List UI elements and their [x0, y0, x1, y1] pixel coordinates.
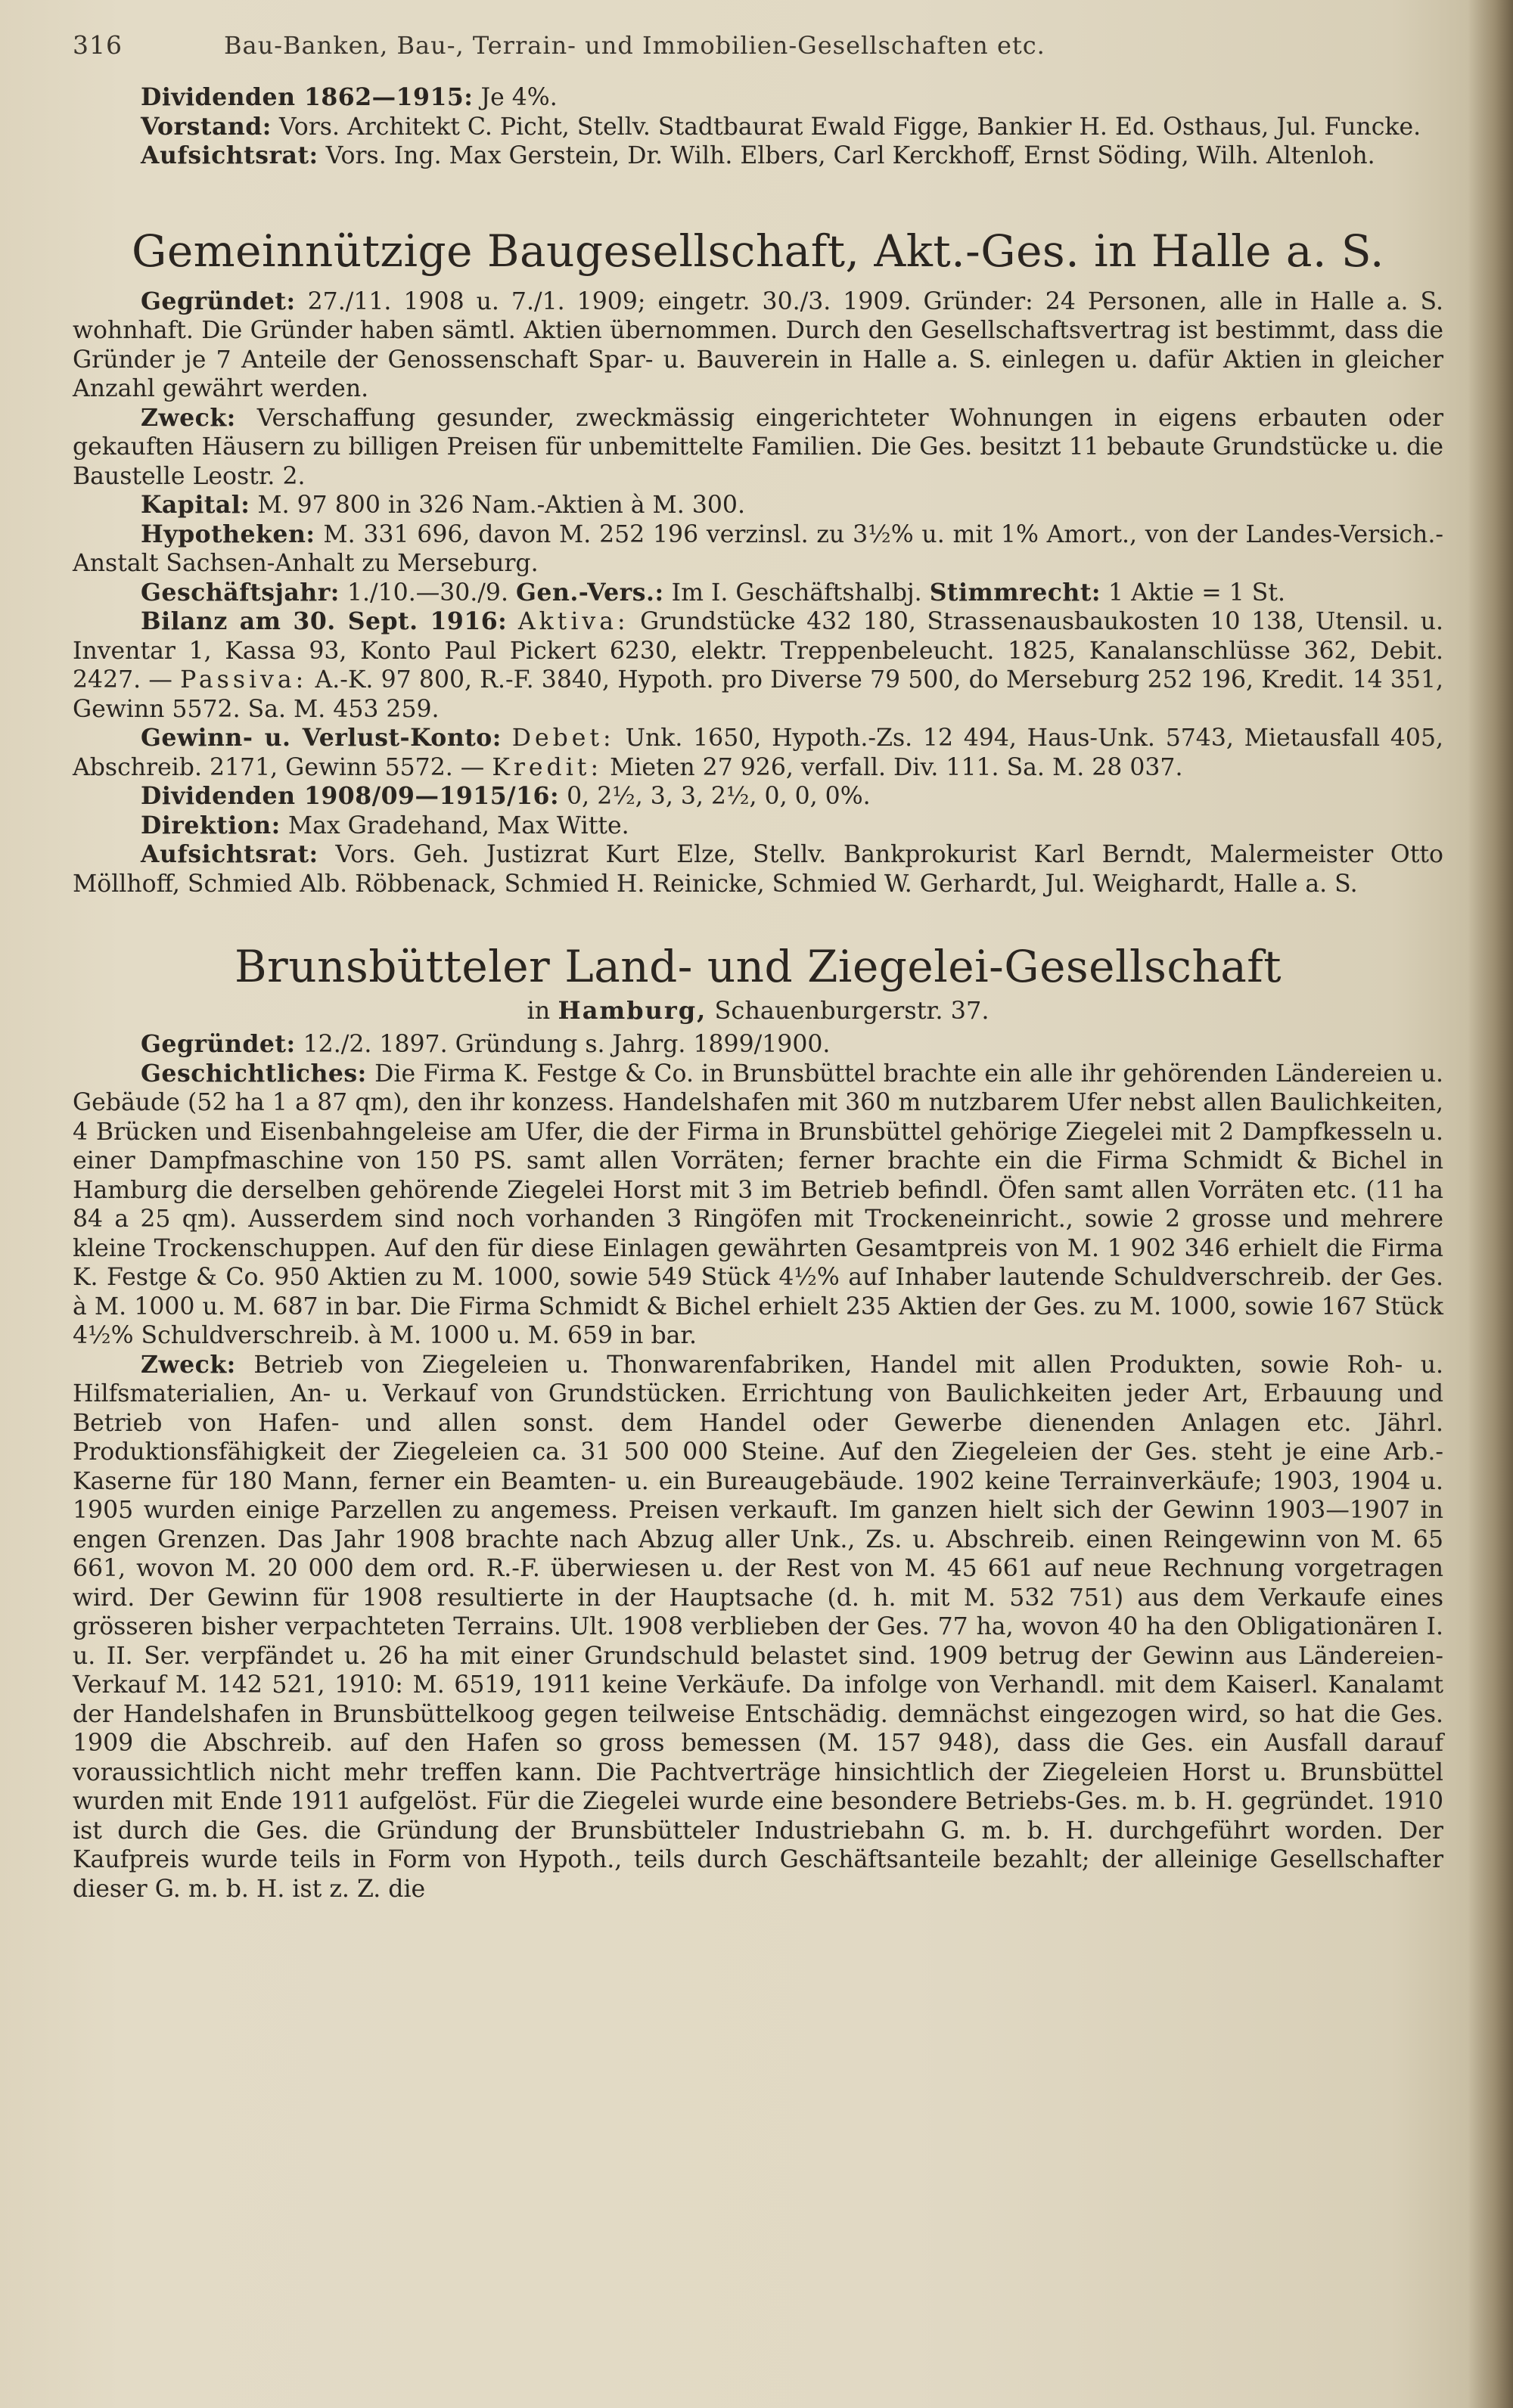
label-zweck: Zweck:: [141, 1350, 236, 1379]
label-gegruendet: Gegründet:: [141, 287, 296, 315]
label-genvers: Gen.-Vers.:: [516, 578, 664, 607]
page-content: [73, 30, 1443, 1904]
location-prefix: in: [527, 996, 551, 1025]
word-kredit: Kredit:: [492, 753, 603, 781]
e1-direktion: [73, 811, 1443, 841]
text-kapital: M. 97 800 in 326 Nam.-Aktien à M. 300.: [257, 492, 745, 519]
label-aufsichtsrat: Aufsichtsrat:: [141, 141, 318, 169]
text-geschaeftsjahr: 1./10.—30./9.: [346, 579, 508, 607]
e2-zweck: [73, 1351, 1443, 1904]
text-gegruendet: 27./11. 1908 u. 7./1. 1909; eingetr. 30./3. 1909. Gründer: 24 Personen, alle in Halle a. S. wohnhaft. Die Gründer haben sämtl. Aktien übernommen. Durch den Gesellschaftsvertrag ist bestimmt, dass die Gründer je 7 Anteile der Genossenschaft Spar- u. Bauverein in Halle a. S. einlegen u. dafür Aktien in gleicher Anzahl gewährt werden.: [73, 287, 1443, 402]
prev-aufsichtsrat: [73, 141, 1443, 171]
label-kapital: Kapital:: [141, 491, 250, 519]
prev-vorstand: [73, 113, 1443, 142]
label-dividenden: Dividenden 1908/09—1915/16:: [141, 782, 560, 810]
e1-hypotheken: [73, 520, 1443, 579]
e1-aufsichtsrat: [73, 840, 1443, 898]
text-aktiva: Grundstücke 432 180, Strassenausbaukosten 10 138, Utensil. u. Inventar 1, Kassa 93, Konto Paul Pickert 6230, elektr. Treppenbeleucht. 1825, Kanalanschlüsse 362, Debit. 2427. —: [73, 608, 1443, 694]
location-city: Hamburg,: [558, 996, 707, 1025]
e1-gegruendet: [73, 287, 1443, 404]
label-geschichtliches: Geschichtliches:: [141, 1059, 367, 1088]
page-gutter-shadow: [1468, 0, 1513, 2408]
word-debet: Debet:: [511, 725, 615, 752]
label-direktion: Direktion:: [141, 811, 281, 839]
e1-zweck: [73, 404, 1443, 492]
text-aufsichtsrat: Vors. Ing. Max Gerstein, Dr. Wilh. Elbers, Carl Kerckhoff, Ernst Söding, Wilh. Altenloh.: [325, 142, 1375, 169]
word-aktiva: Aktiva:: [517, 608, 629, 635]
text-gegruendet: 12./2. 1897. Gründung s. Jahrg. 1899/1900.: [303, 1031, 831, 1058]
label-bilanz: Bilanz am 30. Sept. 1916:: [141, 607, 508, 635]
text-vorstand: Vors. Architekt C. Picht, Stellv. Stadtbaurat Ewald Figge, Bankier H. Ed. Osthaus, Jul. Funcke.: [278, 113, 1421, 141]
label-hypotheken: Hypotheken:: [141, 520, 315, 548]
text-dividenden: 0, 2½, 3, 3, 2½, 0, 0, 0%.: [567, 783, 871, 810]
word-passiva: Passiva:: [180, 666, 308, 694]
text-dividenden: Je 4%.: [480, 84, 558, 111]
text-geschichtliches: Die Firma K. Festge & Co. in Brunsbüttel brachte ein alle ihr gehörenden Ländereien u. Gebäude (52 ha 1 a 87 qm), den ihr konzess. Handelshafen mit 360 m nutzbarem Ufer nebst allen Baulichkeiten, 4 Brücken und Eisenbahngeleise am Ufer, die der Firma in Brunsbüttel gehörige Ziegelei mit 2 Dampfkesseln u. einer Dampfmaschine von 150 PS. samt allen Vorräten; ferner brachte ein die Firma Schmidt & Bichel in Hamburg die derselben gehörende Ziegelei Horst mit 3 im Betrieb befindl. Öfen samt allen Vorräten etc. (11 ha 84 a 25 qm). Ausserdem sind noch vorhanden 3 Ringöfen mit Trockeneinricht., sowie 2 grosse und mehrere kleine Trockenschuppen. Auf den für diese Einlagen gewährten Gesamtpreis von M. 1 902 346 erhielt die Firma K. Festge & Co. 950 Aktien zu M. 1000, sowie 549 Stück 4½% auf Inhaber lautende Schuldverschreib. der Ges. à M. 1000 u. M. 687 in bar. Die Firma Schmidt & Bichel erhielt 235 Aktien der Ges. zu M. 1000, sowie 167 Stück 4½% Schuldverschreib. à M. 1000 u. M. 659 in bar.: [73, 1060, 1443, 1349]
e2-gegruendet: [73, 1030, 1443, 1060]
e1-bilanz: [73, 607, 1443, 724]
label-vorstand: Vorstand:: [141, 112, 272, 141]
text-passiva: A.-K. 97 800, R.-F. 3840, Hypoth. pro Diverse 79 500, do Merseburg 252 196, Kredit. 14 351, Gewinn 5572. Sa. M. 453 259.: [73, 666, 1444, 723]
text-zweck: Verschaffung gesunder, zweckmässig eingerichteter Wohnungen in eigens erbauten oder gekauften Häusern zu billigen Preisen für unbemittelte Familien. Die Ges. besitzt 11 bebaute Grundstücke u. die Baustelle Leostr. 2.: [73, 404, 1444, 490]
e2-geschichtliches: [73, 1060, 1443, 1351]
page-number: 316: [73, 30, 123, 60]
text-hypotheken: M. 331 696, davon M. 252 196 verzinsl. zu 3½% u. mit 1% Amort., von der Landes-Versich.-Anstalt Sachsen-Anhalt zu Merseburg.: [73, 520, 1444, 577]
e1-geschaeftsjahr: [73, 579, 1443, 608]
running-title: Bau-Banken, Bau-, Terrain- und Immobilien-Gesellschaften etc.: [224, 31, 1045, 60]
label-stimmrecht: Stimmrecht:: [929, 578, 1101, 607]
text-aufsichtsrat: Vors. Geh. Justizrat Kurt Elze, Stellv. Bankprokurist Karl Berndt, Malermeister Otto Möllhoff, Schmied Alb. Röbbenack, Schmied H. Reinicke, Schmied W. Gerhardt, Jul. Weighardt, Halle a. S.: [73, 841, 1443, 898]
text-direktion: Max Gradehand, Max Witte.: [287, 811, 629, 839]
label-geschaeftsjahr: Geschäftsjahr:: [141, 578, 340, 607]
text-debet: Unk. 1650, Hypoth.-Zs. 12 494, Haus-Unk. 5743, Mietausfall 405, Abschreib. 2171, Gewinn 5572. —: [73, 725, 1444, 781]
label-dividenden: Dividenden 1862—1915:: [141, 83, 474, 111]
text-zweck: Betrieb von Ziegeleien u. Thonwarenfabriken, Handel mit allen Produkten, sowie Roh- u. Hilfsmaterialien, An- u. Verkauf von Grundstücken. Errichtung von Baulichkeiten jeder Art, Erbauung und Betrieb von Hafen- und allen sonst. dem Handel oder Gewerbe dienenden Anlagen etc. Jährl. Produktionsfähigkeit der Ziegeleien ca. 31 500 000 Steine. Auf den Ziegeleien der Ges. steht je eine Arb.-Kaserne für 180 Mann, ferner ein Beamten- u. ein Bureaugebäude. 1902 keine Terrainverkäufe; 1903, 1904 u. 1905 wurden einige Parzellen zu angemess. Preisen verkauft. Im ganzen hielt sich der Gewinn 1903—1907 in engen Grenzen. Das Jahr 1908 brachte nach Abzug aller Unk., Zs. u. Abschreib. einen Reingewinn von M. 65 661, wovon M. 20 000 dem ord. R.-F. überwiesen u. der Rest von M. 45 661 auf neue Rechnung vorgetragen wird. Der Gewinn für 1908 resultierte in der Hauptsache (d. h. mit M. 532 751) aus dem Verkaufe eines grösseren bisher verpachteten Terrains. Ult. 1908 verblieben der Ges. 77 ha, wovon 40 ha den Obligationären I. u. II. Ser. verpfändet u. 26 ha mit einer Grundschuld belastet sind. 1909 betrug der Gewinn aus Ländereien-Verkauf M. 142 521, 1910: M. 6519, 1911 keine Verkäufe. Da infolge von Verhandl. mit dem Kaiserl. Kanalamt der Handelshafen in Brunsbüttelkoog gegen teilweise Entschädig. demnächst eingezogen wird, so hat die Ges. 1909 die Abschreib. auf den Hafen so gross bemessen (M. 157 948), dass die Ges. ein Ausfall darauf voraussichtlich nicht mehr treffen kann. Die Pachtverträge hinsichtlich der Ziegeleien Horst u. Brunsbüttel wurden mit Ende 1911 aufgelöst. Für die Ziegelei wurde eine besondere Betriebs-Ges. m. b. H. gegründet. 1910 ist durch die Ges. die Gründung der Brunsbütteler Industriebahn G. m. b. H. durchgeführt worden. Der Kaufpreis wurde teils in Form von Hypoth., teils durch Geschäftsanteile bezahlt; der alleinige Gesellschafter dieser G. m. b. H. ist z. Z. die: [73, 1351, 1443, 1903]
prev-dividenden: [73, 83, 1443, 113]
e1-kapital: [73, 491, 1443, 520]
location-address: Schauenburgerstr. 37.: [714, 996, 990, 1025]
label-gegruendet: Gegründet:: [141, 1030, 296, 1058]
text-genvers: Im I. Geschäftshalbj.: [671, 579, 922, 607]
text-kredit: Mieten 27 926, verfall. Div. 111. Sa. M. 28 037.: [610, 753, 1183, 781]
running-header: [73, 30, 1443, 83]
label-aufsichtsrat: Aufsichtsrat:: [141, 840, 318, 868]
label-zweck: Zweck:: [141, 403, 236, 432]
e1-dividenden: [73, 782, 1443, 811]
company-location: [73, 995, 1443, 1026]
e1-guv: [73, 724, 1443, 782]
company-title-halle: Gemeinnützige Baugesellschaft, Akt.-Ges. in Halle a. S.: [131, 225, 1384, 277]
label-guv: Gewinn- u. Verlust-Konto:: [141, 724, 502, 752]
company-title-brunsbuettel: Brunsbütteler Land- und Ziegelei-Gesellschaft: [234, 941, 1282, 992]
text-stimmrecht: 1 Aktie = 1 St.: [1108, 579, 1286, 607]
